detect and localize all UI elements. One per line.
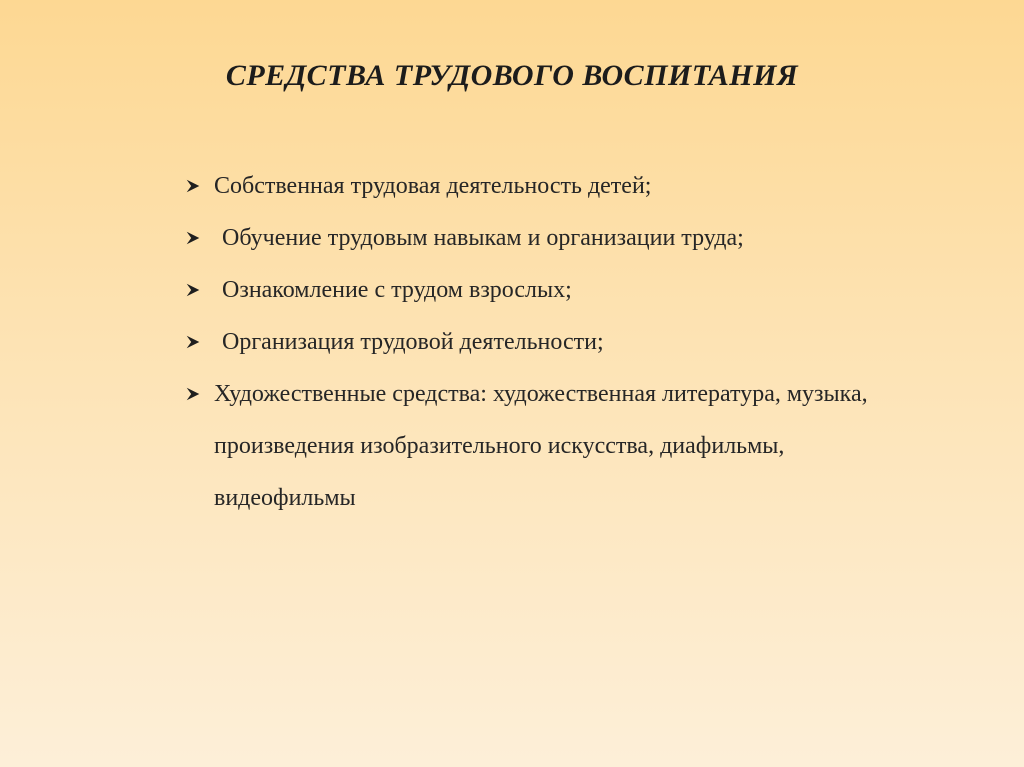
list-item	[184, 368, 924, 524]
list-item	[184, 212, 924, 264]
list-item	[184, 264, 924, 316]
arrowhead-bullet-icon	[184, 160, 206, 212]
list-item-text: Собственная трудовая деятельность детей;	[214, 173, 652, 199]
arrowhead-bullet-icon	[184, 264, 206, 316]
list-item	[184, 160, 924, 212]
arrowhead-bullet-icon	[184, 316, 206, 368]
list-item	[184, 316, 924, 368]
list-item-text: Обучение трудовым навыкам и организации труда;	[222, 225, 744, 251]
list-item-text: Художественные средства: художественная литература, музыка, произведения изобразительного искусства, диафильмы, видеофильмы	[214, 381, 868, 511]
list-item-text: Ознакомление с трудом взрослых;	[222, 277, 572, 303]
arrowhead-bullet-icon	[184, 368, 206, 420]
list-item-text: Организация трудовой деятельности;	[222, 329, 604, 355]
bullet-list	[184, 160, 924, 524]
arrowhead-bullet-icon	[184, 212, 206, 264]
slide-title: СРЕДСТВА ТРУДОВОГО ВОСПИТАНИЯ	[225, 59, 799, 92]
